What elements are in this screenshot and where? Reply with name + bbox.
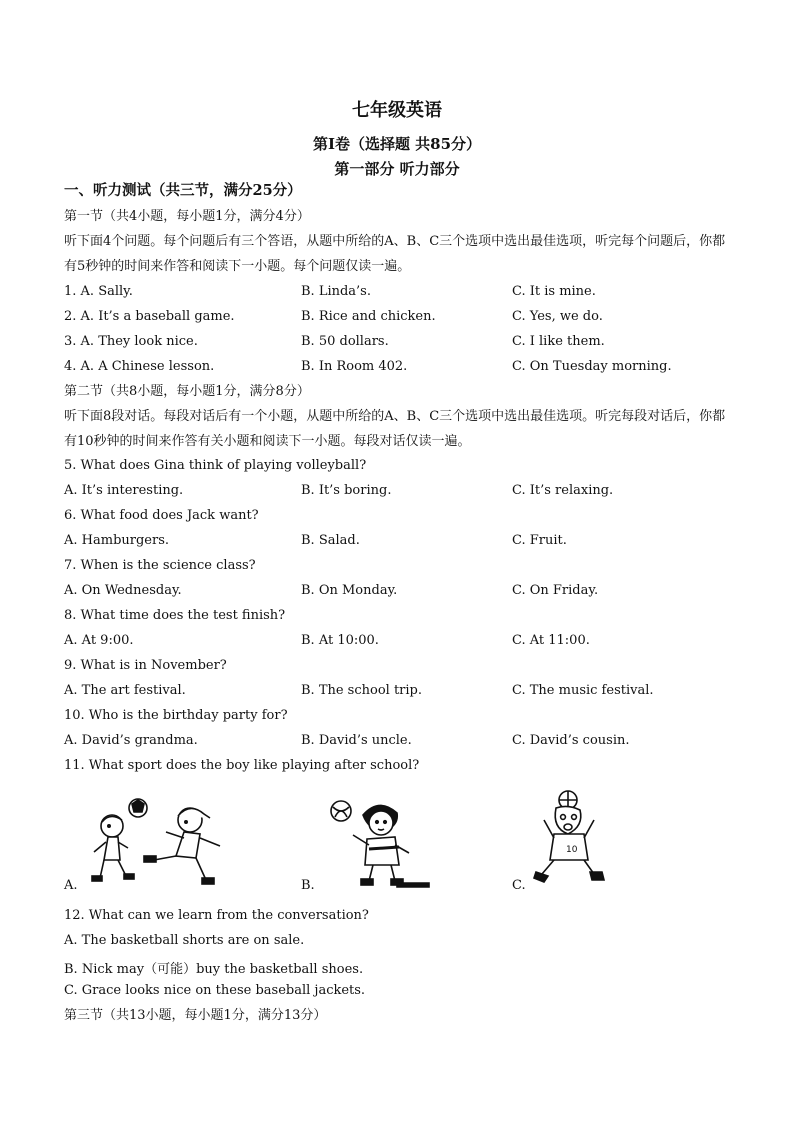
page-title: 七年级英语 bbox=[352, 100, 442, 121]
q5-option-b: B. It’s boring. bbox=[301, 483, 392, 498]
q6-option-a: A. Hamburgers. bbox=[64, 533, 170, 548]
q2-option-c: C. Yes, we do. bbox=[512, 309, 603, 324]
q7-option-a: A. On Wednesday. bbox=[64, 583, 182, 598]
s2-heading: 第二节（共8小题，每小题1分，满分8分） bbox=[64, 384, 310, 399]
q2-option-a: 2. A. It’s a baseball game. bbox=[64, 309, 235, 324]
q11-option-b: B. bbox=[301, 878, 315, 893]
q7-option-b: B. On Monday. bbox=[301, 583, 398, 598]
q3-option-a: 3. A. They look nice. bbox=[64, 334, 198, 349]
q11-question: 11. What sport does the boy like playing after school? bbox=[64, 758, 420, 773]
q10-question: 10. Who is the birthday party for? bbox=[64, 708, 288, 723]
s1-instructions: 听下面4个问题。每个问题后有三个答语，从题中所给的A、B、C三个选项中选出最佳选项，听完每个问题后，你都有5秒钟的时间来作答和阅读下一小题。每个问题仅读一遍。 bbox=[64, 234, 726, 274]
q4-option-b: B. In Room 402. bbox=[301, 359, 408, 374]
q11-option-a: A. bbox=[64, 878, 78, 893]
s1-heading: 第一节（共4小题，每小题1分，满分4分） bbox=[64, 209, 310, 224]
q11-option-c: C. bbox=[512, 878, 526, 893]
q7-question: 7. When is the science class? bbox=[64, 558, 256, 573]
q10-option-b: B. David’s uncle. bbox=[301, 733, 412, 748]
q8-option-b: B. At 10:00. bbox=[301, 633, 379, 648]
q5-option-c: C. It’s relaxing. bbox=[512, 483, 614, 498]
part-heading: 第一部分 听力部分 bbox=[334, 160, 460, 178]
q9-option-b: B. The school trip. bbox=[301, 683, 423, 698]
q1-option-a: 1. A. Sally. bbox=[64, 284, 133, 299]
volume-heading: 第Ⅰ卷（选择题 共85分） bbox=[312, 135, 482, 153]
soccer-boys-picture bbox=[80, 790, 240, 890]
q8-option-c: C. At 11:00. bbox=[512, 633, 590, 648]
q10-option-a: A. David’s grandma. bbox=[64, 733, 198, 748]
q9-option-c: C. The music festival. bbox=[512, 683, 654, 698]
q8-question: 8. What time does the test finish? bbox=[64, 608, 286, 623]
q5-question: 5. What does Gina think of playing volleyball? bbox=[64, 458, 367, 473]
basketball-boy-picture bbox=[532, 790, 612, 885]
q12-question: 12. What can we learn from the conversation? bbox=[64, 908, 369, 923]
q1-option-b: B. Linda’s. bbox=[301, 284, 371, 299]
svg-text:10: 10 bbox=[566, 845, 578, 855]
q8-option-a: A. At 9:00. bbox=[64, 633, 134, 648]
q3-option-c: C. I like them. bbox=[512, 334, 605, 349]
q12-option-a: A. The basketball shorts are on sale. bbox=[64, 933, 305, 948]
q12-option-c: C. Grace looks nice on these baseball jackets. bbox=[64, 983, 366, 998]
q5-option-a: A. It’s interesting. bbox=[64, 483, 184, 498]
s3-heading: 第三节（共13小题，每小题1分，满分13分） bbox=[64, 1008, 327, 1023]
q9-question: 9. What is in November? bbox=[64, 658, 227, 673]
q2-option-b: B. Rice and chicken. bbox=[301, 309, 436, 324]
s2-instructions: 听下面8段对话。每段对话后有一个小题，从题中所给的A、B、C三个选项中选出最佳选项。听完每段对话后，你都有10秒钟的时间来作答有关小题和阅读下一小题。每段对话仅读一遍。 bbox=[64, 409, 726, 449]
q10-option-c: C. David’s cousin. bbox=[512, 733, 630, 748]
section-heading: 一、听力测试（共三节，满分25分） bbox=[64, 182, 302, 199]
q1-option-c: C. It is mine. bbox=[512, 284, 596, 299]
volleyball-boy-picture bbox=[325, 795, 435, 890]
q4-option-c: C. On Tuesday morning. bbox=[512, 359, 672, 374]
q3-option-b: B. 50 dollars. bbox=[301, 334, 389, 349]
q6-option-c: C. Fruit. bbox=[512, 533, 567, 548]
q4-option-a: 4. A. A Chinese lesson. bbox=[64, 359, 215, 374]
q7-option-c: C. On Friday. bbox=[512, 583, 599, 598]
q6-option-b: B. Salad. bbox=[301, 533, 360, 548]
q12-option-b: B. Nick may（可能）buy the basketball shoes. bbox=[64, 962, 364, 977]
q6-question: 6. What food does Jack want? bbox=[64, 508, 259, 523]
q9-option-a: A. The art festival. bbox=[64, 683, 186, 698]
